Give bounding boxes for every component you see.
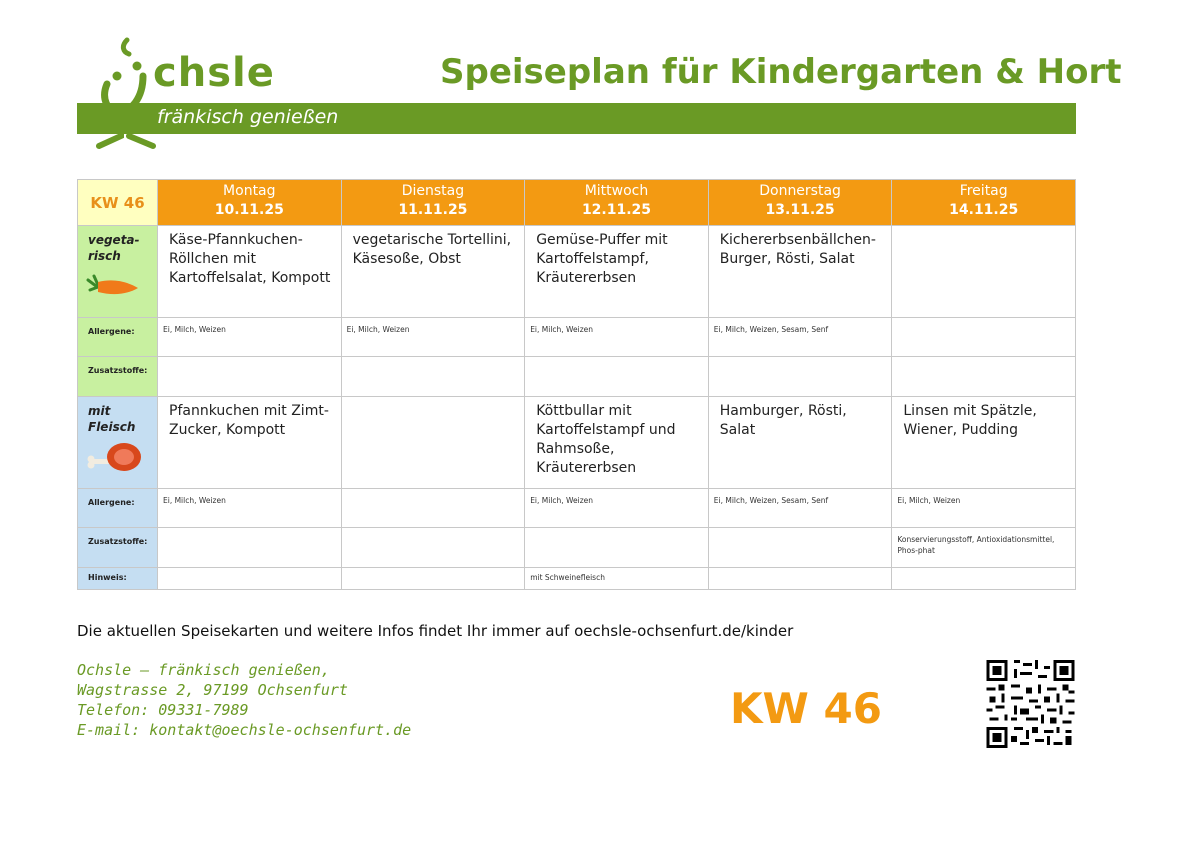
additives-cell (892, 357, 1076, 397)
notes-cell (708, 568, 892, 590)
allergens-cell (341, 489, 525, 528)
meat-category-label: mit Fleisch (88, 404, 136, 434)
additives-cell (341, 528, 525, 568)
notes-cell: mit Schweinefleisch (525, 568, 709, 590)
day-date: 12.11.25 (581, 202, 652, 218)
meal-cell: Köttbullar mit Kartoffelstampf und Rahmsoße, Kräutererbsen (525, 397, 709, 489)
meat-meal-row (78, 397, 1076, 489)
additives-cell (158, 357, 342, 397)
day-name: Donnerstag (759, 183, 841, 199)
additives-cell (525, 357, 709, 397)
notes-cell (158, 568, 342, 590)
day-name: Mittwoch (584, 183, 649, 199)
veg-category-cell (78, 226, 158, 318)
day-date: 11.11.25 (398, 202, 468, 218)
veg-category-label: vegeta- risch (88, 233, 140, 263)
day-header (708, 180, 892, 226)
allergens-cell: Ei, Milch, Weizen (158, 489, 342, 528)
day-header (341, 180, 525, 226)
logo-mark (93, 36, 157, 152)
day-name: Montag (223, 183, 276, 199)
veg-additives-row (78, 357, 1076, 397)
additives-cell (525, 528, 709, 568)
additives-cell (158, 528, 342, 568)
veg-meal-row (78, 226, 1076, 318)
day-header (525, 180, 709, 226)
logo-tagline: fränkisch genießen (157, 106, 339, 128)
meal-cell: Käse-Pfannkuchen-Röllchen mit Kartoffelsalat, Kompott (158, 226, 342, 318)
allergens-cell: Ei, Milch, Weizen, Sesam, Senf (708, 489, 892, 528)
notes-label-cell: Hinweis: (78, 568, 158, 590)
allergens-cell: Ei, Milch, Weizen (525, 318, 709, 357)
additives-cell (341, 357, 525, 397)
day-date: 14.11.25 (949, 202, 1019, 218)
carrot-icon (84, 270, 144, 300)
qr-code-icon[interactable] (985, 660, 1076, 748)
email-line: E-mail: kontakt@oechsle-ochsenfurt.de (77, 721, 412, 739)
allergens-cell: Ei, Milch, Weizen (341, 318, 525, 357)
logo-wordmark: chsle (153, 50, 275, 96)
day-date: 10.11.25 (214, 202, 284, 218)
day-name: Freitag (959, 183, 1008, 199)
veg-allergens-row (78, 318, 1076, 357)
page-title: Speiseplan für Kindergarten & Hort (440, 52, 1122, 92)
allergens-cell: Ei, Milch, Weizen (525, 489, 709, 528)
meal-cell: Hamburger, Rösti, Salat (708, 397, 892, 489)
additives-label-cell: Zusatzstoffe: (78, 357, 158, 397)
meal-cell: Linsen mit Spätzle, Wiener, Pudding (892, 397, 1076, 489)
allergens-label-cell: Allergene: (78, 318, 158, 357)
day-header (158, 180, 342, 226)
meal-cell: Kichererbsenbällchen-Burger, Rösti, Salat (708, 226, 892, 318)
address-line: Wagstrasse 2, 97199 Ochsenfurt (77, 681, 348, 699)
allergens-cell: Ei, Milch, Weizen (892, 489, 1076, 528)
info-line: Die aktuellen Speisekarten und weitere Infos findet Ihr immer auf oechsle-ochsenfurt.de/kinder (77, 622, 794, 640)
week-badge: KW 46 (730, 684, 882, 733)
allergens-cell: Ei, Milch, Weizen, Sesam, Senf (708, 318, 892, 357)
day-header-row (78, 180, 1076, 226)
week-label: KW 46 (78, 180, 158, 226)
meat-category-cell (78, 397, 158, 489)
allergens-label-cell: Allergene: (78, 489, 158, 528)
meal-cell: vegetarische Tortellini, Käsesoße, Obst (341, 226, 525, 318)
day-header (892, 180, 1076, 226)
phone-line: Telefon: 09331-7989 (77, 701, 249, 719)
meat-additives-row (78, 528, 1076, 568)
meat-allergens-row (78, 489, 1076, 528)
address-block (77, 660, 411, 740)
menu-table (77, 179, 1076, 590)
additives-cell (708, 357, 892, 397)
meal-cell (892, 226, 1076, 318)
day-date: 13.11.25 (765, 202, 835, 218)
notes-cell (892, 568, 1076, 590)
allergens-cell (892, 318, 1076, 357)
additives-label-cell: Zusatzstoffe: (78, 528, 158, 568)
meal-cell: Gemüse-Puffer mit Kartoffelstampf, Kräutererbsen (525, 226, 709, 318)
additives-cell: Konservierungsstoff, Antioxidationsmittel, Phos-phat (892, 528, 1076, 568)
allergens-cell: Ei, Milch, Weizen (158, 318, 342, 357)
additives-cell (708, 528, 892, 568)
meal-cell (341, 397, 525, 489)
notes-cell (341, 568, 525, 590)
address-line: Ochsle – fränkisch genießen, (77, 661, 330, 679)
day-name: Dienstag (401, 183, 465, 199)
meat-notes-row (78, 568, 1076, 590)
meal-cell: Pfannkuchen mit Zimt-Zucker, Kompott (158, 397, 342, 489)
ham-icon (84, 439, 144, 473)
